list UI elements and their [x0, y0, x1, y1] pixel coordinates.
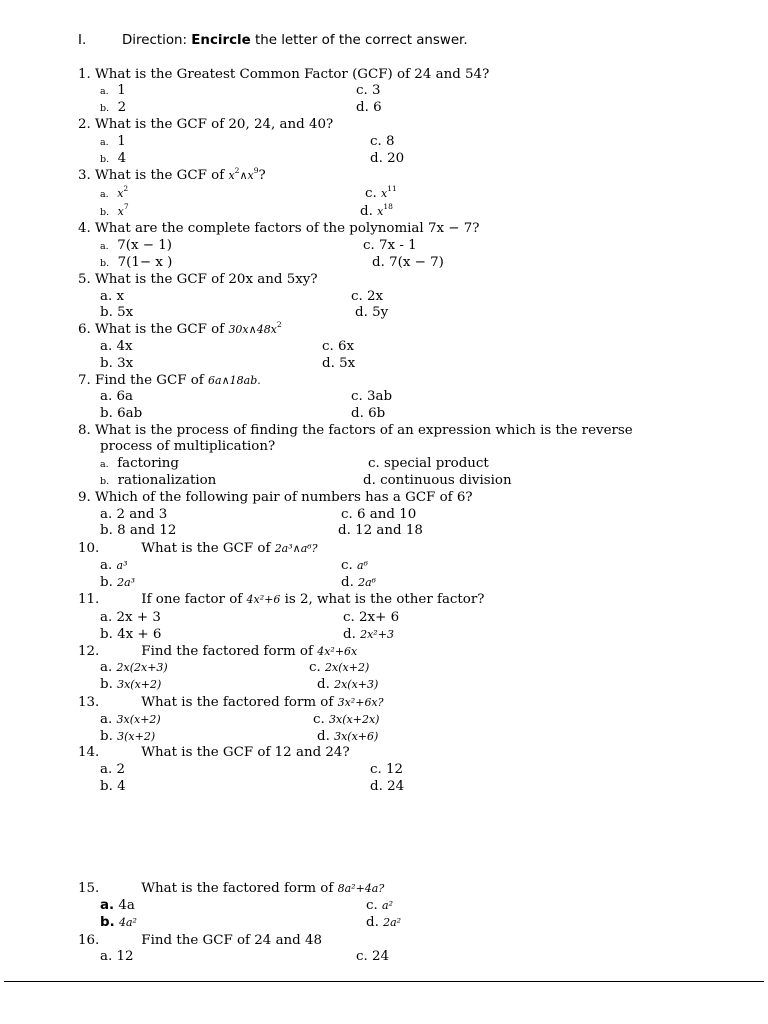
option-11b[interactable]: b. 4x + 6 [100, 627, 162, 642]
direction-bold: Encircle [191, 33, 251, 48]
option-3b[interactable]: b. $x^7$ [100, 202, 129, 218]
option-14c[interactable]: c. 12 [370, 762, 404, 777]
question-10: 10. What is the GCF of 2a³∧a⁶? [78, 541, 318, 556]
question-8: 8. What is the process of finding the factors of an expression which is the reverse [78, 423, 633, 438]
option-5d[interactable]: d. 5y [355, 305, 389, 320]
direction-rest: the letter of the correct answer. [254, 33, 468, 48]
option-15b[interactable]: b. 4a² [100, 915, 137, 930]
question-8-line2: process of multiplication? [100, 439, 276, 454]
option-13a[interactable]: a. 3x(x+2) [100, 712, 161, 727]
question-16: 16. Find the GCF of 24 and 48 [78, 933, 323, 948]
option-15c[interactable]: c. a² [366, 898, 393, 913]
option-5a[interactable]: a. x [100, 289, 125, 304]
option-15d[interactable]: d. 2a² [366, 915, 402, 930]
question-6: 6. What is the GCF of $30x\wedge 48x^2$ [78, 320, 282, 337]
direction-line [122, 32, 468, 49]
question-number: 1. [78, 67, 91, 82]
question-text: What is the Greatest Common Factor (GCF) of 24 and 54? [95, 67, 490, 82]
option-9b[interactable]: b. 8 and 12 [100, 523, 177, 538]
option-10b[interactable]: b. 2a³ [100, 575, 136, 590]
option-1a[interactable]: a. 1 [100, 83, 126, 98]
question-14: 14. What is the GCF of 12 and 24? [78, 745, 350, 760]
option-2a[interactable]: a. 1 [100, 134, 126, 149]
option-16c[interactable]: c. 24 [356, 949, 390, 964]
option-8a[interactable]: a. factoring [100, 456, 179, 471]
question-7: 7. Find the GCF of 6a∧18ab. [78, 373, 261, 388]
option-5b[interactable]: b. 5x [100, 305, 134, 320]
option-12c[interactable]: c. 2x(x+2) [309, 660, 370, 675]
option-1b[interactable]: b. 2 [100, 100, 127, 115]
option-11c[interactable]: c. 2x+ 6 [343, 610, 400, 625]
option-4b[interactable]: b. 7(1− x ) [100, 255, 173, 270]
option-4d[interactable]: d. 7(x − 7) [372, 255, 444, 270]
option-14d[interactable]: d. 24 [370, 779, 405, 794]
question-4: 4. What are the complete factors of the polynomial 7x − 7? [78, 221, 480, 236]
option-11a[interactable]: a. 2x + 3 [100, 610, 161, 625]
option-6c[interactable]: c. 6x [322, 339, 355, 354]
question-1 [78, 66, 489, 83]
option-15a[interactable]: a. 4a [100, 898, 135, 913]
question-11: 11. If one factor of 4x²+6 is 2, what is the other factor? [78, 592, 485, 607]
option-2d[interactable]: d. 20 [370, 151, 405, 166]
option-10c[interactable]: c. a⁶ [341, 558, 368, 573]
question-3: 3. What is the GCF of $x^2\wedge x^9$? [78, 166, 266, 183]
option-16a[interactable]: a. 12 [100, 949, 134, 964]
option-7b[interactable]: b. 6ab [100, 406, 143, 421]
option-9c[interactable]: c. 6 and 10 [341, 507, 417, 522]
option-4a[interactable]: a. 7(x − 1) [100, 238, 172, 253]
option-6a[interactable]: a. 4x [100, 339, 133, 354]
direction-label: Direction: [122, 33, 188, 48]
option-4c[interactable]: c. 7x - 1 [363, 238, 417, 253]
question-9: 9. Which of the following pair of numbers has a GCF of 6? [78, 490, 473, 505]
section-number: I. [78, 33, 87, 48]
question-2: 2. What is the GCF of 20, 24, and 40? [78, 117, 334, 132]
option-8c[interactable]: c. special product [368, 456, 489, 471]
option-14a[interactable]: a. 2 [100, 762, 126, 777]
option-7d[interactable]: d. 6b [351, 406, 386, 421]
option-7a[interactable]: a. 6a [100, 389, 134, 404]
question-13: 13. What is the factored form of 3x²+6x? [78, 695, 384, 710]
option-3a[interactable]: a. $x^2$ [100, 184, 129, 200]
option-2b[interactable]: b. 4 [100, 151, 127, 166]
option-13d[interactable]: d. 3x(x+6) [317, 729, 379, 744]
option-1c[interactable]: c. 3 [356, 83, 381, 98]
option-1d[interactable]: d. 6 [356, 100, 382, 115]
option-9d[interactable]: d. 12 and 18 [338, 523, 423, 538]
option-11d[interactable]: d. 2x²+3 [343, 627, 394, 642]
option-6d[interactable]: d. 5x [322, 356, 356, 371]
option-12d[interactable]: d. 2x(x+3) [317, 677, 379, 692]
option-8d[interactable]: d. continuous division [363, 473, 512, 488]
option-10a[interactable]: a. a³ [100, 558, 128, 573]
question-12: 12. Find the factored form of 4x²+6x [78, 644, 358, 659]
option-8b[interactable]: b. rationalization [100, 473, 217, 488]
option-9a[interactable]: a. 2 and 3 [100, 507, 168, 522]
option-3c[interactable]: c. $x^{11}$ [365, 184, 397, 201]
option-6b[interactable]: b. 3x [100, 356, 134, 371]
option-2c[interactable]: c. 8 [370, 134, 395, 149]
option-13c[interactable]: c. 3x(x+2x) [313, 712, 380, 727]
option-12b[interactable]: b. 3x(x+2) [100, 677, 162, 692]
option-10d[interactable]: d. 2a⁶ [341, 575, 377, 590]
option-14b[interactable]: b. 4 [100, 779, 126, 794]
option-5c[interactable]: c. 2x [351, 289, 384, 304]
question-15: 15. What is the factored form of 8a²+4a? [78, 881, 385, 896]
option-7c[interactable]: c. 3ab [351, 389, 393, 404]
option-13b[interactable]: b. 3(x+2) [100, 729, 156, 744]
option-3d[interactable]: d. $x^{18}$ [360, 202, 393, 219]
page-bottom-rule [4, 981, 764, 982]
question-5: 5. What is the GCF of 20x and 5xy? [78, 272, 318, 287]
option-12a[interactable]: a. 2x(2x+3) [100, 660, 168, 675]
